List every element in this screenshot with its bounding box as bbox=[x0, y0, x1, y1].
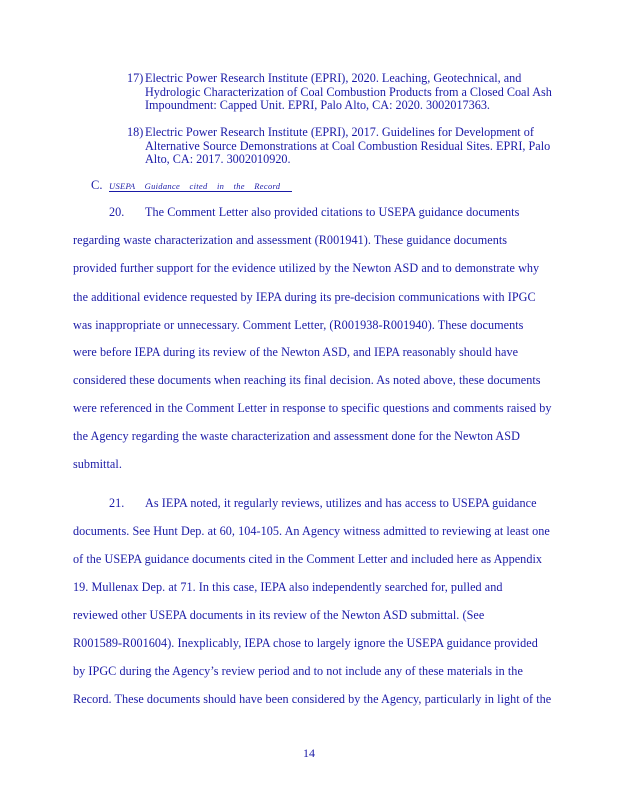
paragraph-20-line-1 bbox=[73, 205, 519, 220]
reference-text: Electric Power Research Institute (EPRI), 2017. Guidelines for Development of Alternative Source Demonstrations at Coal Combustion Residual Sites. EPRI, Palo Alto, CA: 2017. 3002010920. bbox=[145, 125, 551, 166]
paragraph-line: 19. Mullenax Dep. at 71. In this case, IEPA also independently searched for, pulled and bbox=[73, 580, 503, 594]
paragraph-line: by IPGC during the Agency’s review period and to not include any of these materials in the bbox=[73, 664, 523, 678]
paragraph-line: R001589-R001604). Inexplicably, IEPA chose to largely ignore the USEPA guidance provided bbox=[73, 636, 538, 650]
section-heading bbox=[91, 178, 292, 193]
paragraph-line: were before IEPA during its review of the Newton ASD, and IEPA reasonably should have bbox=[73, 345, 519, 359]
section-title: USEPA Guidance cited in the Record bbox=[109, 181, 292, 192]
reference-17 bbox=[127, 72, 577, 113]
paragraph-number: 20. bbox=[109, 205, 125, 219]
page-number: 14 bbox=[303, 746, 315, 760]
section-letter: C. bbox=[91, 178, 103, 192]
reference-number: 17) bbox=[127, 71, 144, 85]
paragraph-line: considered these documents when reaching its final decision. As noted above, these documents bbox=[73, 373, 541, 387]
paragraph-line: the additional evidence requested by IEPA during its pre-decision communications with IPGC bbox=[73, 290, 536, 304]
paragraph-number: 21. bbox=[109, 496, 125, 510]
paragraph-line: the Agency regarding the waste characterization and assessment done for the Newton ASD bbox=[73, 429, 520, 443]
paragraph-line: documents. See Hunt Dep. at 60, 104-105. An Agency witness admitted to reviewing at least one bbox=[73, 524, 550, 538]
paragraph-line: provided further support for the evidence utilized by the Newton ASD and to demonstrate why bbox=[73, 261, 540, 275]
paragraph-line: reviewed other USEPA documents in its review of the Newton ASD submittal. (See bbox=[73, 608, 485, 622]
paragraph-line: submittal. bbox=[73, 457, 122, 471]
paragraph-line: Record. These documents should have been considered by the Agency, particularly in light of the bbox=[73, 692, 552, 706]
paragraph-text: As IEPA noted, it regularly reviews, utilizes and has access to USEPA guidance bbox=[145, 496, 537, 510]
paragraph-text: The Comment Letter also provided citations to USEPA guidance documents bbox=[145, 205, 520, 219]
reference-text: Electric Power Research Institute (EPRI), 2020. Leaching, Geotechnical, and Hydrologic Characterization of Coal Combustion Products from a Closed Coal Ash Impoundment: Capped Unit. EPRI, Palo Alto, CA: 2020. 3002017363. bbox=[145, 71, 552, 112]
paragraph-line: was inappropriate or unnecessary. Comment Letter, (R001938-R001940). These documents bbox=[73, 318, 524, 332]
reference-number: 18) bbox=[127, 125, 144, 139]
paragraph-line: were referenced in the Comment Letter in response to specific questions and comments raised by bbox=[73, 401, 552, 415]
paragraph-21-line-1 bbox=[73, 496, 537, 511]
paragraph-line: regarding waste characterization and assessment (R001941). These guidance documents bbox=[73, 233, 508, 247]
reference-18 bbox=[127, 126, 577, 167]
paragraph-line: of the USEPA guidance documents cited in the Comment Letter and included here as Appendix bbox=[73, 552, 543, 566]
